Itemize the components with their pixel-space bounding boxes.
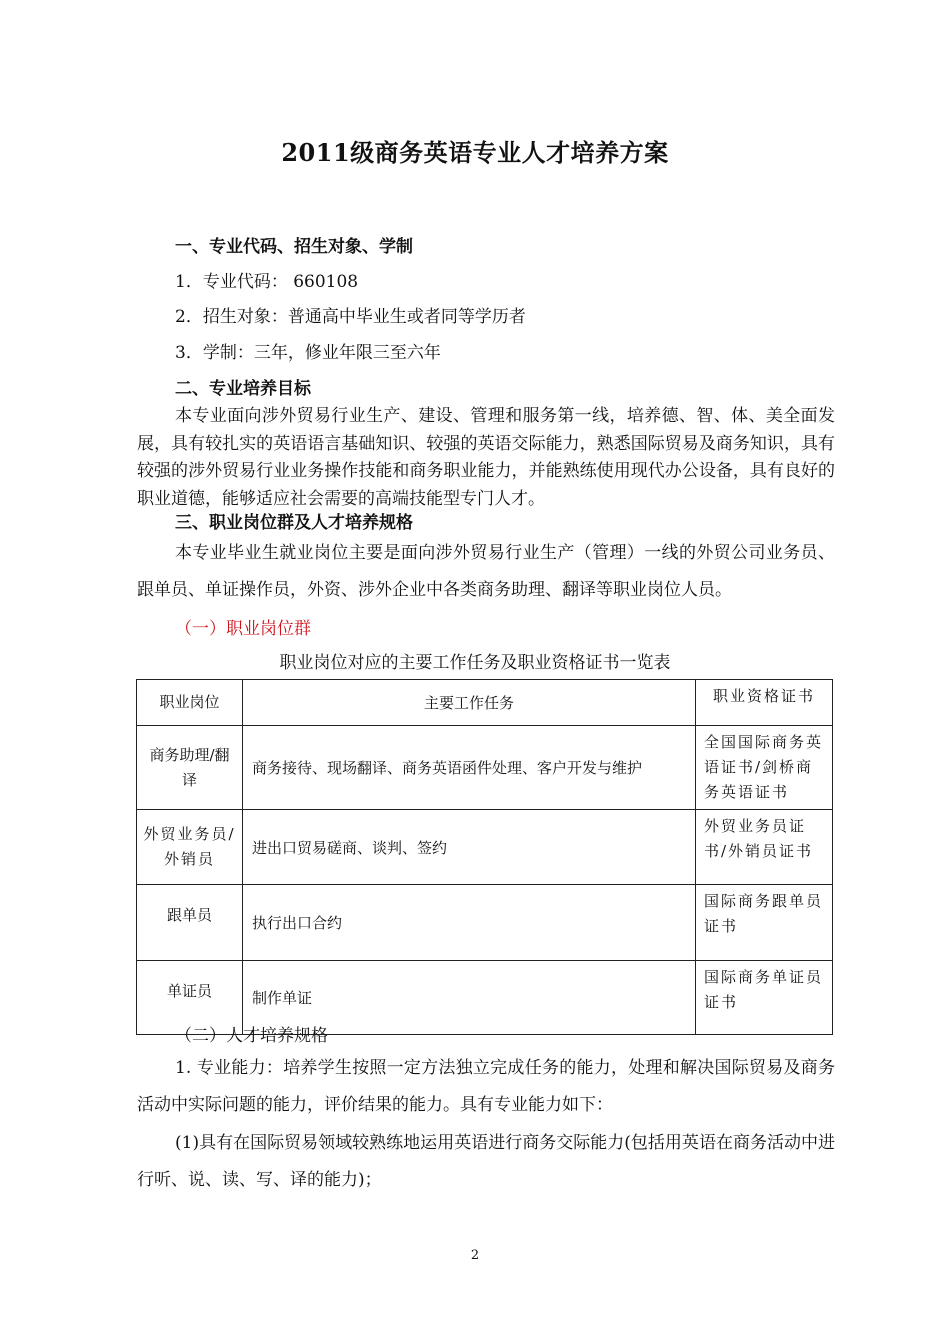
- cell-post: 商务助理/翻译: [137, 726, 243, 810]
- cell-post: 跟单员: [137, 885, 243, 961]
- major-code-line: 1．专业代码： 660108: [175, 272, 359, 292]
- study-duration-line: 3．学制：三年，修业年限三至六年: [175, 343, 441, 363]
- table-header-row: [137, 680, 833, 726]
- cell-task: 商务接待、现场翻译、商务英语函件处理、客户开发与维护: [243, 726, 696, 810]
- cell-task: 执行出口合约: [243, 885, 696, 961]
- table-row: [137, 810, 833, 885]
- cell-task: 制作单证: [243, 961, 696, 1035]
- job-certificate-table: [136, 679, 833, 1035]
- training-goal-paragraph: 本专业面向涉外贸易行业生产、建设、管理和服务第一线，培养德、智、体、美全面发展，具有较扎实的英语语言基础知识、较强的英语交际能力，熟悉国际贸易及商务知识，具有较强的涉外贸易行业业务操作技能和商务职业能力，并能熟练使用现代办公设备，具有良好的职业道德，能够适应社会需要的高端技能型专门人才。: [137, 406, 835, 509]
- cell-post: 外贸业务员/外销员: [137, 810, 243, 885]
- cell-cert: 外贸业务员证书/外销员证书: [696, 810, 833, 885]
- table-row: [137, 885, 833, 961]
- cell-task: 进出口贸易磋商、谈判、签约: [243, 810, 696, 885]
- subsection-job-group: （一）职业岗位群: [175, 619, 311, 639]
- header-cert: 职业资格证书: [696, 680, 833, 726]
- cell-cert: 国际商务单证员证书: [696, 961, 833, 1035]
- section-3-heading: 三、职业岗位群及人才培养规格: [175, 513, 413, 533]
- page-number: 2: [470, 1248, 480, 1263]
- cell-cert: 全国国际商务英语证书/剑桥商务英语证书: [696, 726, 833, 810]
- cell-cert: 国际商务跟单员证书: [696, 885, 833, 961]
- cell-post: 单证员: [137, 961, 243, 1035]
- section-2-heading: 二、专业培养目标: [175, 379, 311, 399]
- document-title: 2011级商务英语专业人才培养方案: [281, 138, 669, 167]
- ability-item-1-paragraph: (1)具有在国际贸易领域较熟练地运用英语进行商务交际能力(包括用英语在商务活动中进行听、说、读、写、译的能力)；: [137, 1133, 835, 1190]
- subsection-training-specs: （二）人才培养规格: [175, 1026, 328, 1046]
- header-task: 主要工作任务: [243, 680, 696, 726]
- enrollment-target-line: 2．招生对象：普通高中毕业生或者同等学历者: [175, 307, 526, 327]
- job-positions-paragraph: 本专业毕业生就业岗位主要是面向涉外贸易行业生产（管理）一线的外贸公司业务员、跟单员、单证操作员，外资、涉外企业中各类商务助理、翻译等职业岗位人员。: [137, 543, 835, 600]
- professional-ability-paragraph: 1. 专业能力：培养学生按照一定方法独立完成任务的能力，处理和解决国际贸易及商务活动中实际问题的能力，评价结果的能力。具有专业能力如下：: [137, 1058, 835, 1115]
- table-caption: 职业岗位对应的主要工作任务及职业资格证书一览表: [279, 653, 671, 673]
- header-post: 职业岗位: [137, 680, 243, 726]
- section-1-heading: 一、专业代码、招生对象、学制: [175, 237, 413, 257]
- table-row: [137, 726, 833, 810]
